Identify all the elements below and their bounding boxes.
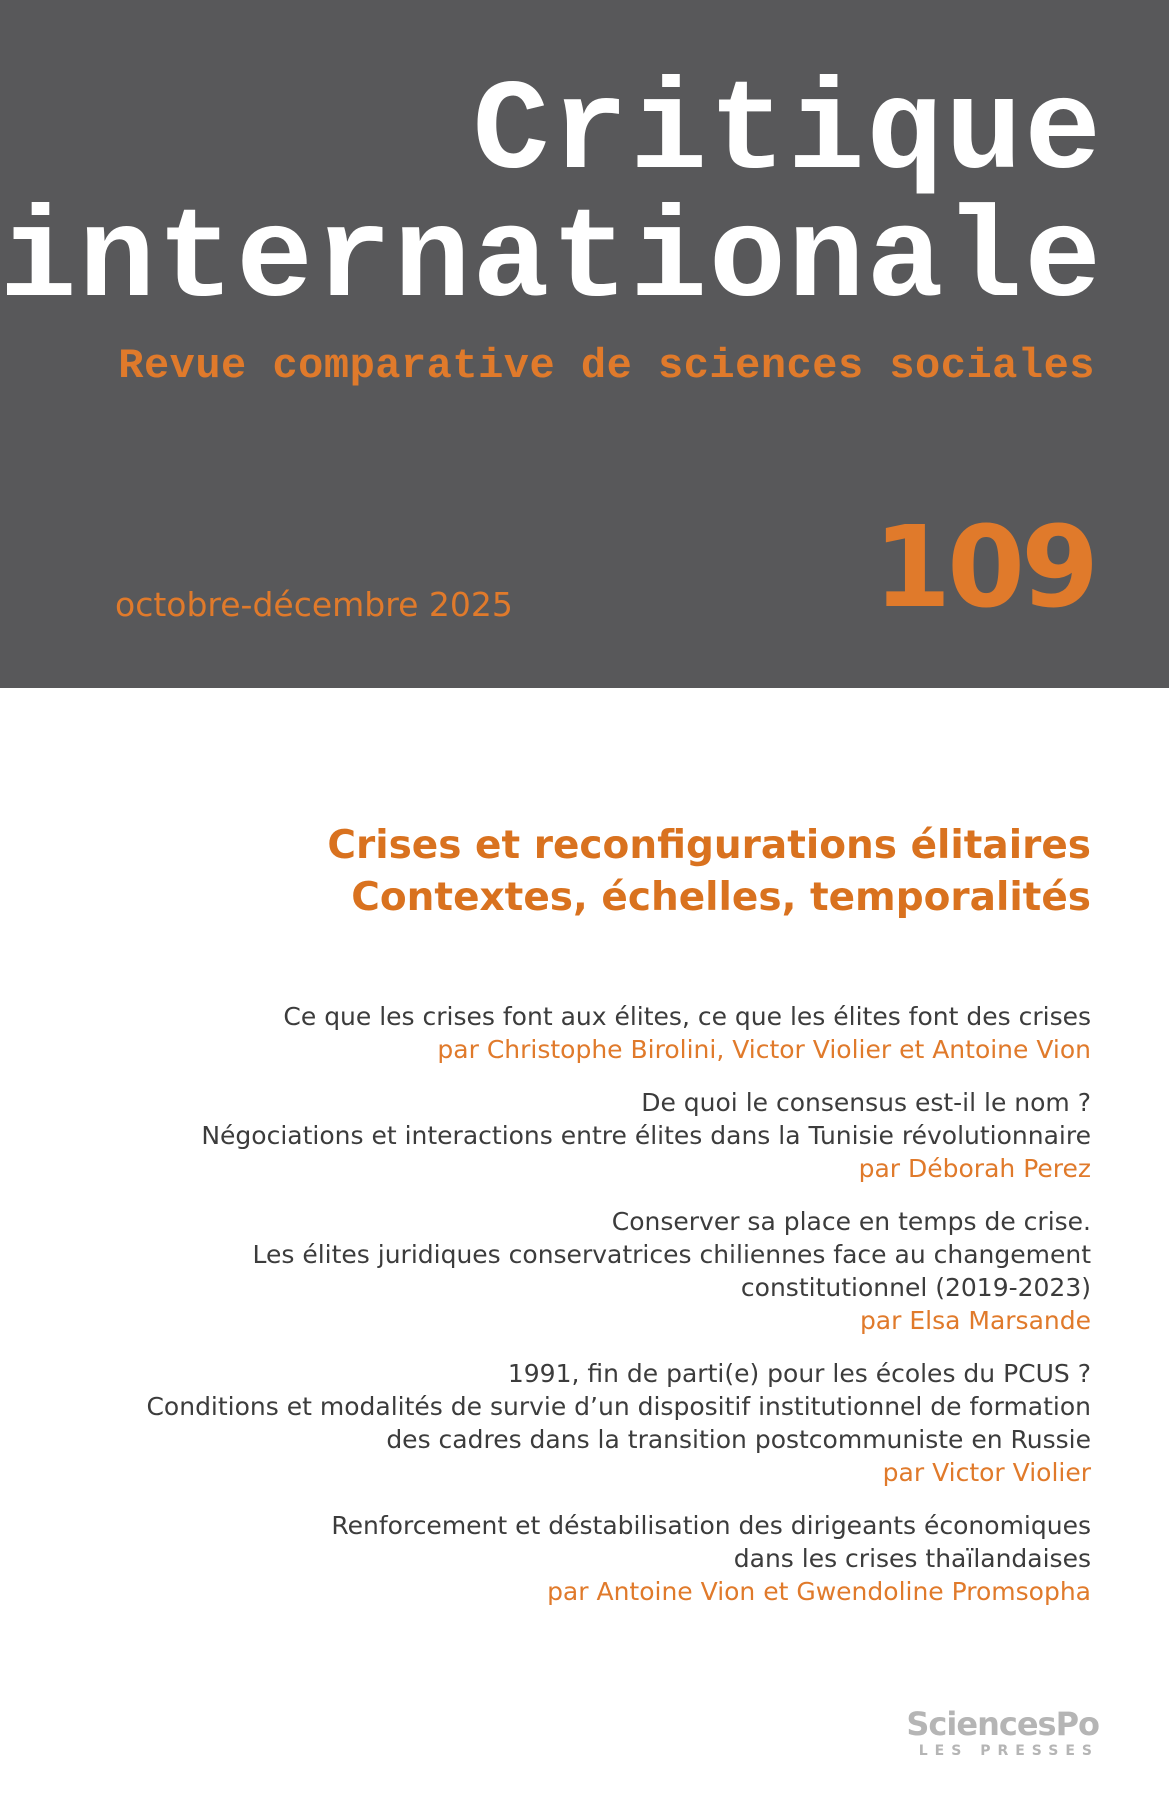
dossier-title-line2: Contextes, échelles, temporalités bbox=[351, 875, 1091, 920]
journal-title-line2: internationale bbox=[0, 189, 1103, 334]
toc-entry-title: Conserver sa place en temps de crise. bbox=[611, 1207, 1091, 1236]
toc-entry-title: Ce que les crises font aux élites, ce que les élites font des crises bbox=[283, 1002, 1091, 1031]
toc-entry-author: par Antoine Vion et Gwendoline Promsopha bbox=[547, 1577, 1091, 1606]
toc-entry-title: Conditions et modalités de survie d’un dispositif institutionnel de formation bbox=[146, 1392, 1091, 1421]
toc-entry-author: par Elsa Marsande bbox=[859, 1306, 1091, 1335]
toc-entry-title: De quoi le consensus est-il le nom ? bbox=[641, 1088, 1091, 1117]
toc-entry-title: Négociations et interactions entre élites dans la Tunisie révolutionnaire bbox=[201, 1121, 1091, 1150]
issue-date: octobre-décembre 2025 bbox=[115, 585, 513, 624]
cover-banner bbox=[0, 0, 1169, 688]
toc-entry-title: Renforcement et déstabilisation des dirigeants économiques bbox=[331, 1511, 1091, 1540]
publisher-name: SciencesPo bbox=[906, 1705, 1099, 1743]
journal-title-line1: Critique bbox=[472, 61, 1103, 206]
toc-entry bbox=[146, 1086, 1091, 1185]
toc-entry-title: des cadres dans la transition postcommuniste en Russie bbox=[386, 1425, 1091, 1454]
dossier-title bbox=[327, 820, 1091, 924]
toc-entry-title: 1991, fin de parti(e) pour les écoles du PCUS ? bbox=[507, 1359, 1091, 1388]
toc-entry bbox=[146, 1509, 1091, 1608]
toc-entry-author: par Déborah Perez bbox=[858, 1154, 1091, 1183]
toc-entry-author: par Victor Violier bbox=[882, 1458, 1091, 1487]
table-of-contents bbox=[146, 1000, 1091, 1628]
toc-entry bbox=[146, 1205, 1091, 1337]
dossier-title-line1: Crises et reconfigurations élitaires bbox=[327, 823, 1091, 868]
toc-entry bbox=[146, 1357, 1091, 1489]
toc-entry-title: Les élites juridiques conservatrices chiliennes face au changement bbox=[252, 1240, 1091, 1269]
journal-subtitle: Revue comparative de sciences sociales bbox=[118, 342, 1095, 390]
publisher-logo bbox=[906, 1706, 1099, 1760]
toc-entry-title: dans les crises thaïlandaises bbox=[733, 1544, 1091, 1573]
toc-entry bbox=[146, 1000, 1091, 1066]
toc-entry-author: par Christophe Birolini, Victor Violier et Antoine Vion bbox=[437, 1035, 1091, 1064]
toc-entry-title: constitutionnel (2019-2023) bbox=[740, 1273, 1091, 1302]
issue-number: 109 bbox=[873, 503, 1095, 633]
publisher-sub: LES PRESSES bbox=[918, 1743, 1099, 1759]
